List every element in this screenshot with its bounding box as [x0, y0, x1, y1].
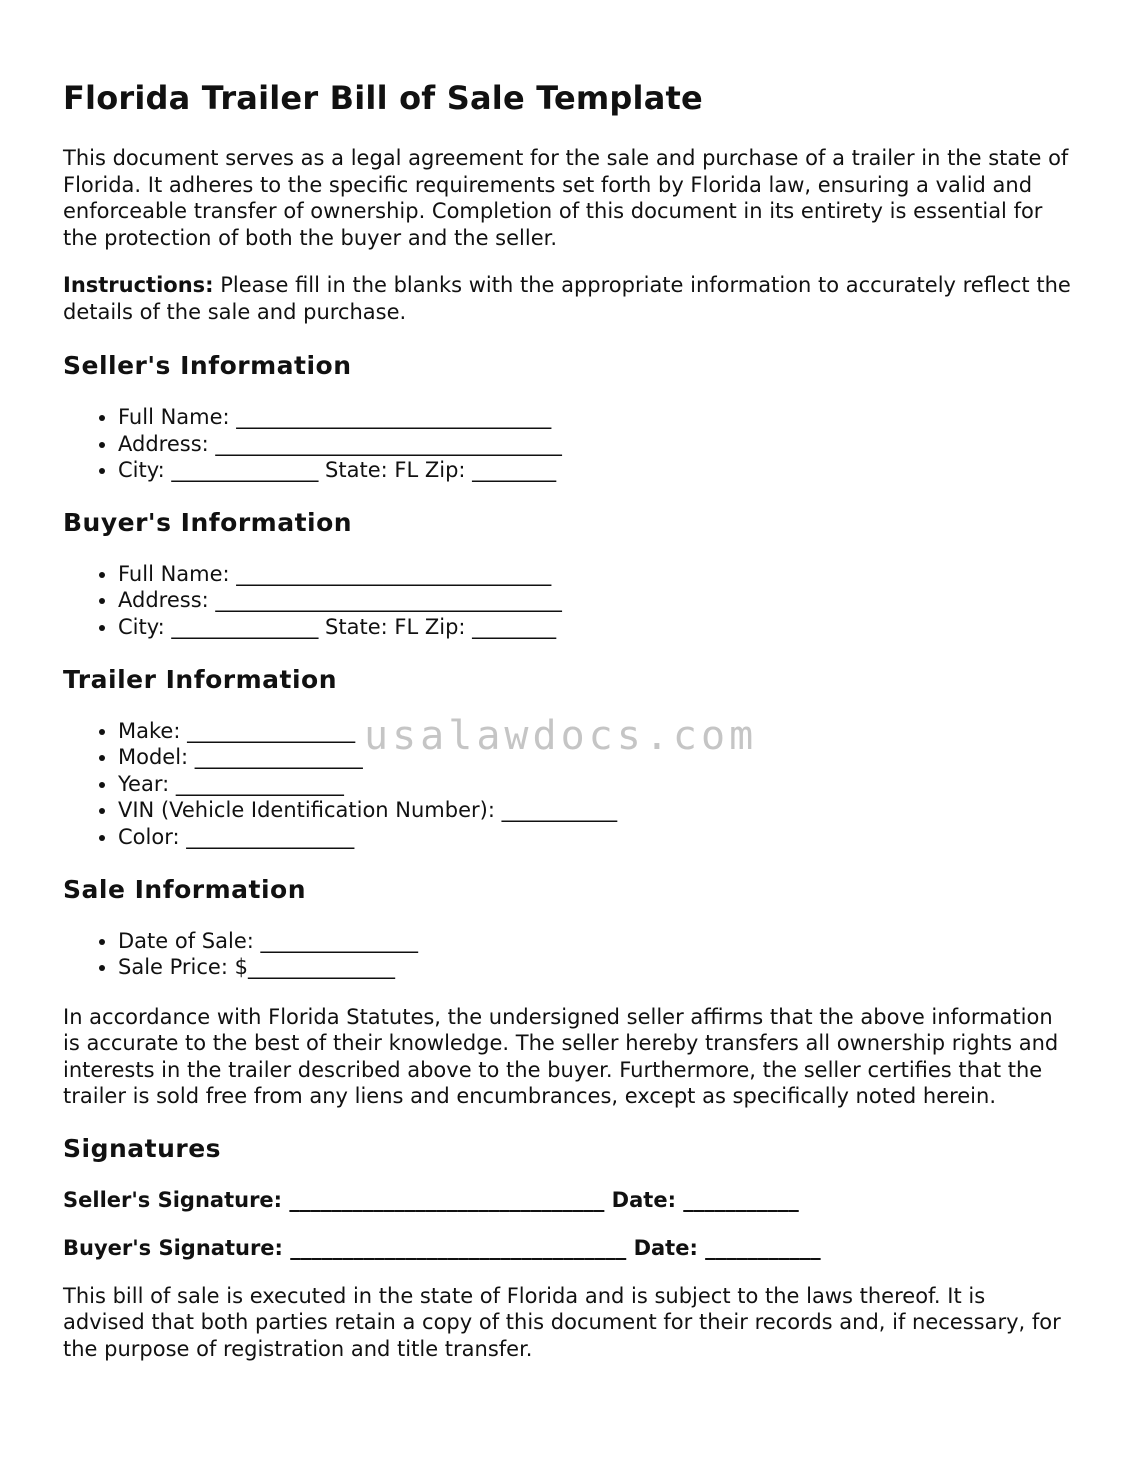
- trailer-model-field[interactable]: • Model: ________________: [118, 744, 1073, 771]
- watermark: usalawdocs.com: [364, 713, 758, 759]
- buyer-full-name-field[interactable]: • Full Name: ______________________________: [118, 561, 1073, 588]
- seller-full-name-field[interactable]: • Full Name: ______________________________: [118, 404, 1073, 431]
- instructions-label: Instructions:: [63, 273, 214, 297]
- seller-list: [63, 404, 1073, 484]
- page-title: Florida Trailer Bill of Sale Template: [63, 79, 703, 117]
- trailer-year-field[interactable]: • Year: ________________: [118, 771, 1073, 798]
- sale-date-field[interactable]: • Date of Sale: _______________: [118, 928, 1073, 955]
- signatures-heading: Signatures: [63, 1133, 222, 1163]
- buyer-heading: Buyer's Information: [63, 507, 353, 537]
- closing-paragraph: This bill of sale is executed in the state of Florida and is subject to the laws thereof. It is advised that both parties retain a copy of this document for their records and, if necessary, for the purpose of registration and title transfer.: [63, 1283, 1061, 1361]
- trailer-list: [63, 718, 1073, 851]
- sale-price-field[interactable]: • Sale Price: $______________: [118, 954, 1073, 981]
- seller-address-field[interactable]: • Address: _________________________________: [118, 431, 1073, 458]
- instructions-text: Please fill in the blanks with the appropriate information to accurately reflect the details of the sale and purchase.: [63, 273, 1071, 324]
- seller-heading: Seller's Information: [63, 351, 352, 380]
- sale-list: [63, 928, 1073, 981]
- trailer-color-field[interactable]: • Color: ________________: [118, 824, 1073, 851]
- trailer-vin-field[interactable]: • VIN (Vehicle Identification Number): ___________: [118, 797, 1073, 824]
- trailer-heading: Trailer Information: [63, 664, 338, 694]
- affirmation-paragraph: In accordance with Florida Statutes, the undersigned seller affirms that the above information is accurate to the best of their knowledge. The seller hereby transfers all ownership rights and interests in the trailer described above to the buyer. Furthermore, the seller certifies that the trailer is sold free from any liens and encumbrances, except as specifically noted herein.: [63, 1004, 1059, 1109]
- buyer-signature-line[interactable]: Buyer's Signature: ________________________________ Date: ___________: [63, 1235, 821, 1260]
- intro-paragraph: This document serves as a legal agreement for the sale and purchase of a trailer in the state of Florida. It adheres to the specific requirements set forth by Florida law, ensuring a valid and enforceable transfer of ownership. Completion of this document in its entirety is essential for the protection of both the buyer and the seller.: [63, 146, 1069, 250]
- buyer-list: [63, 561, 1073, 641]
- seller-city-field[interactable]: • City: ______________ State: FL Zip: ________: [118, 457, 1073, 484]
- document-page: [63, 0, 1073, 1362]
- trailer-make-field[interactable]: • Make: ________________: [118, 718, 1073, 745]
- seller-signature-line[interactable]: Seller's Signature: ______________________________ Date: ___________: [63, 1187, 799, 1212]
- instructions-paragraph: [63, 272, 1073, 325]
- sale-heading: Sale Information: [63, 874, 306, 904]
- buyer-city-field[interactable]: • City: ______________ State: FL Zip: ________: [118, 614, 1073, 641]
- buyer-address-field[interactable]: • Address: _________________________________: [118, 587, 1073, 614]
